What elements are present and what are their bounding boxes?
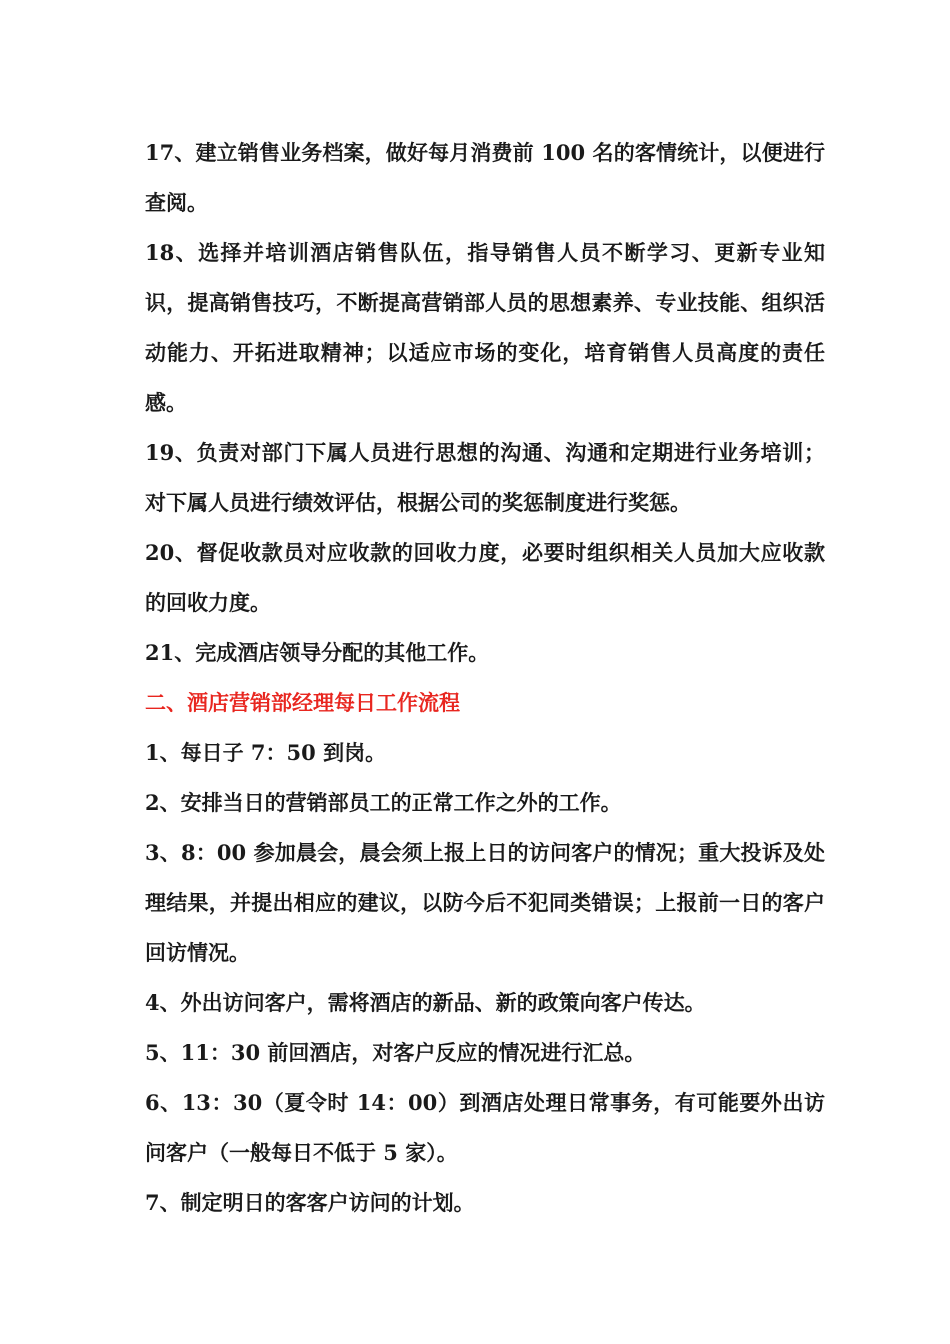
list-item-17: 17、建立销售业务档案，做好每月消费前 100 名的客情统计，以便进行查阅。 [145, 140, 825, 215]
step-item-1: 1、每日子 7：50 到岗。 [145, 740, 387, 765]
list-item-21: 21、完成酒店领导分配的其他工作。 [145, 640, 490, 665]
section-heading: 二、酒店营销部经理每日工作流程 [145, 690, 460, 715]
list-item-19: 19、负责对部门下属人员进行思想的沟通、沟通和定期进行业务培训；对下属人员进行绩效评估，根据公司的奖惩制度进行奖惩。 [145, 440, 825, 515]
step-item-6: 6、13：30（夏令时 14：00）到酒店处理日常事务，有可能要外出访问客户（一般每日不低于 5 家）。 [145, 1090, 825, 1165]
list-item-18: 18、选择并培训酒店销售队伍，指导销售人员不断学习、更新专业知识，提高销售技巧，不断提高营销部人员的思想素养、专业技能、组织活动能力、开拓进取精神；以适应市场的变化，培育销售人员高度的责任感。 [145, 240, 825, 415]
list-item-20: 20、督促收款员对应收款的回收力度，必要时组织相关人员加大应收款的回收力度。 [145, 540, 825, 615]
step-item-3: 3、8：00 参加晨会，晨会须上报上日的访问客户的情况；重大投诉及处理结果，并提出相应的建议，以防今后不犯同类错误；上报前一日的客户回访情况。 [145, 840, 825, 965]
step-item-2: 2、安排当日的营销部员工的正常工作之外的工作。 [145, 790, 622, 815]
document-body [145, 128, 825, 1228]
step-item-5: 5、11：30 前回酒店，对客户反应的情况进行汇总。 [145, 1040, 646, 1065]
step-item-7: 7、制定明日的客客户访问的计划。 [145, 1190, 475, 1215]
step-item-4: 4、外出访问客户，需将酒店的新品、新的政策向客户传达。 [145, 990, 706, 1015]
